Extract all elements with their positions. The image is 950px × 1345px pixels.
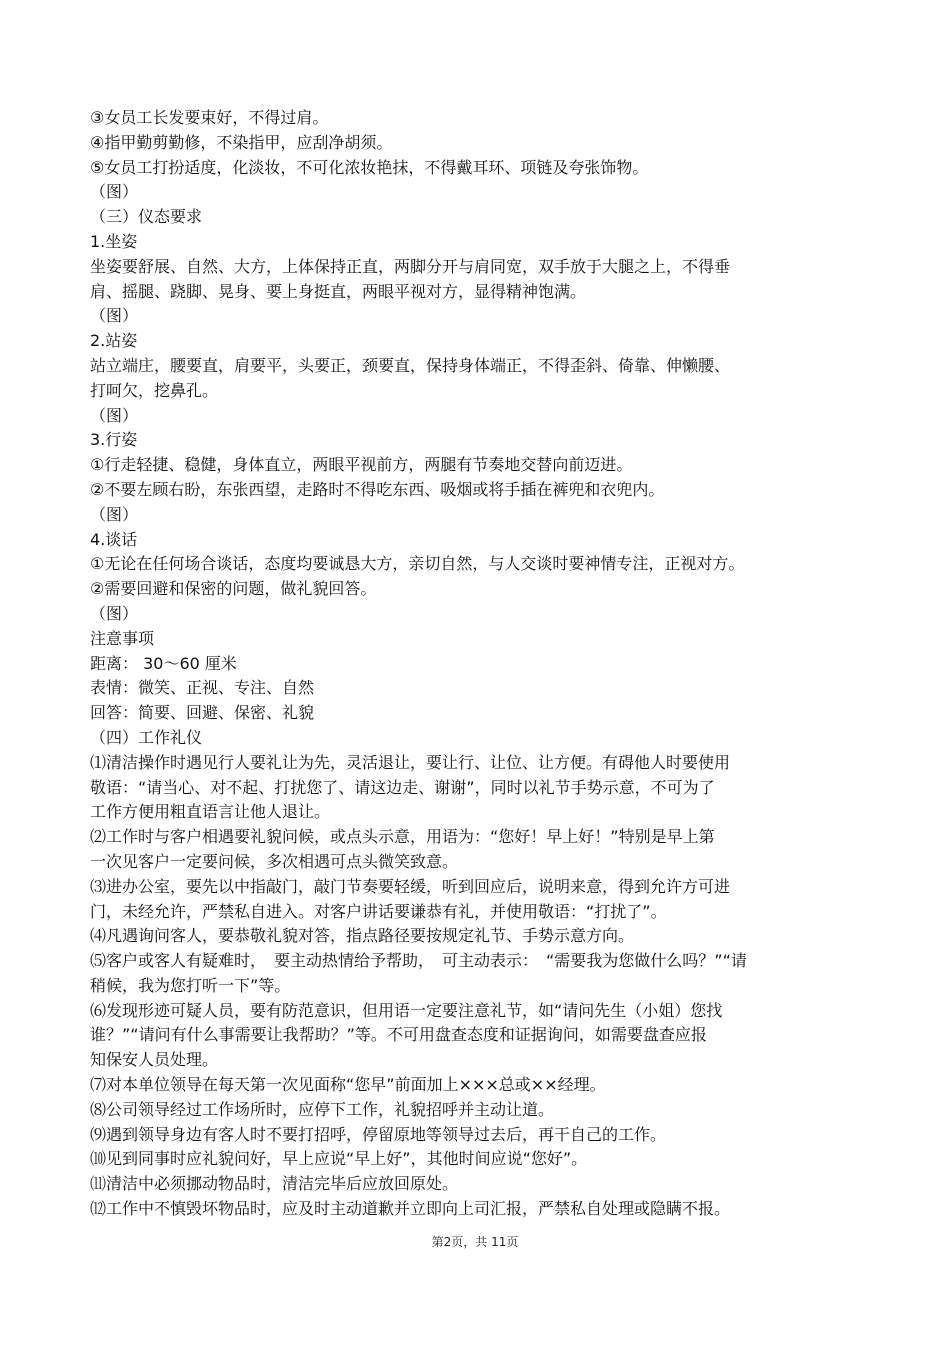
subsection-heading: 4.谈话 [90,529,138,549]
text-line: 工作方便用粗直语言让他人退让。 [90,802,331,822]
text-line: ④指甲勤剪勤修，不染指甲，应刮净胡须。 [90,132,393,152]
figure-placeholder: （图） [90,182,139,202]
text-line: ⑵工作时与客户相遇要礼貌问候，或点头示意，用语为：“您好！早上好！”特别是早上第 [90,827,715,847]
text-line: 回答：简要、回避、保密、礼貌 [90,703,315,723]
text-line: 门，未经允许，严禁私自进入。对客户讲话要谦恭有礼，并使用敬语：“打扰了”。 [90,901,667,921]
text-line: ⑸客户或客人有疑难时， 要主动热情给予帮助， 可主动表示： “需要我为您做什么吗？”“请 [90,951,747,971]
text-line: ①行走轻捷、稳健，身体直立，两眼平视前方，两腿有节奏地交替向前迈进。 [90,455,633,475]
text-line: ⑿工作中不慎毁坏物品时，应及时主动道歉并立即向上司汇报，严禁私自处理或隐瞒不报。 [90,1199,731,1219]
text-line: 谁？”“请问有什么事需要让我帮助？”等。不可用盘查态度和证据询问，如需要盘查应报 [90,1025,707,1045]
figure-placeholder: （图） [90,603,139,623]
page-number-footer: 第2页，共 11页 [431,1235,519,1249]
text-line: ⑷凡遇询问客人，要恭敬礼貌对答，指点路径要按规定礼节、手势示意方向。 [90,926,635,946]
text-line: ③女员工长发要束好，不得过肩。 [90,108,329,127]
text-line: ⑹发现形迹可疑人员，要有防范意识，但用语一定要注意礼节，如“请问先生（小姐）您找 [90,1000,723,1020]
text-line: 知保安人员处理。 [90,1050,219,1070]
figure-placeholder: （图） [90,504,139,524]
text-line: 站立端庄，腰要直，肩要平，头要正，颈要直，保持身体端正，不得歪斜、倚靠、伸懒腰、 [90,355,731,375]
text-line: 表情：微笑、正视、专注、自然 [90,678,315,698]
figure-placeholder: （图） [90,405,139,425]
text-line: 距离： 30～60 厘米 [90,653,237,673]
text-line: ①无论在任何场合谈话，态度均要诚恳大方，亲切自然，与人交谈时要神情专注，正视对方。 [90,554,745,574]
text-line: ⑺对本单位领导在每天第一次见面称“您早”前面加上×××总或××经理。 [90,1075,606,1095]
text-line: ⑤女员工打扮适度，化淡妆，不可化浓妆艳抹，不得戴耳环、项链及夸张饰物。 [90,157,649,177]
text-line: ②需要回避和保密的问题，做礼貌回答。 [90,579,377,599]
text-line: 稍候，我为您打听一下”等。 [90,975,291,995]
text-line: ⑴清洁操作时遇见行人要礼让为先，灵活退让，要让行、让位、让方便。有碍他人时要使用 [90,752,731,772]
subsection-heading: 3.行姿 [90,430,138,450]
section-heading: （四）工作礼仪 [90,727,203,747]
text-line: ⑾清洁中必须挪动物品时，清洁完毕后应放回原处。 [90,1174,459,1194]
text-line: 肩、摇腿、跷脚、晃身、要上身挺直，两眼平视对方，显得精神饱满。 [90,281,587,301]
text-line: ⑼遇到领导身边有客人时不要打招呼，停留原地等领导过去后，再干自己的工作。 [90,1124,667,1144]
section-heading: （三）仪态要求 [90,207,203,227]
text-line: ⑶进办公室，要先以中指敲门，敲门节奏要轻缓，听到回应后，说明来意，得到允许方可进 [90,876,731,896]
text-line: 打呵欠，挖鼻孔。 [90,380,219,400]
subsection-heading: 2.站姿 [90,331,138,351]
text-line: ⑻公司领导经过工作场所时，应停下工作，礼貌招呼并主动让道。 [90,1099,555,1119]
figure-placeholder: （图） [90,306,139,326]
text-line: ②不要左顾右盼，东张西望，走路时不得吃东西、吸烟或将手插在裤兜和衣兜内。 [90,479,665,499]
text-line: 坐姿要舒展、自然、大方，上体保持正直，两脚分开与肩同宽，双手放于大腿之上，不得垂 [90,256,731,276]
subsection-heading: 1.坐姿 [90,231,138,251]
text-line: 一次见客户一定要问候，多次相遇可点头微笑致意。 [90,851,459,871]
notes-heading: 注意事项 [90,628,155,648]
text-line: 敬语：“请当心、对不起、打扰您了、请这边走、谢谢”，同时以礼节手势示意，不可为了 [90,777,715,797]
document-body [90,106,850,1222]
text-line: ⑽见到同事时应礼貌问好，早上应说“早上好”，其他时间应说“您好”。 [90,1149,588,1169]
